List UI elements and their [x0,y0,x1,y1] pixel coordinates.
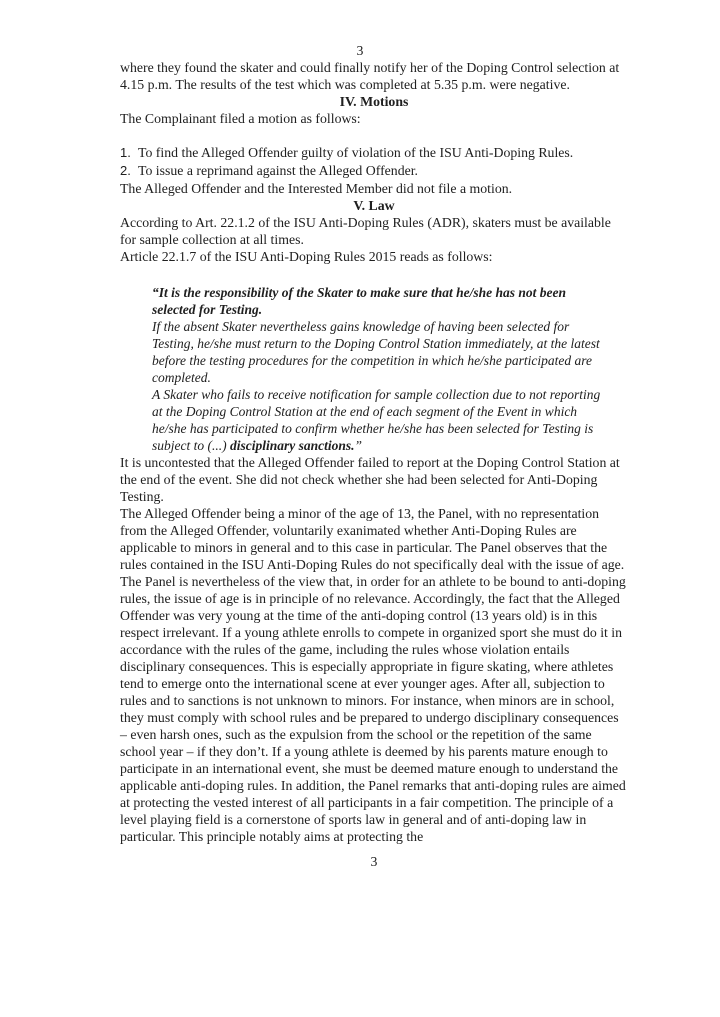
paragraph-adr-availability: According to Art. 22.1.2 of the ISU Anti-Doping Rules (ADR), skaters must be available for sample collection at all times. [120,215,611,247]
heading-motions: IV. Motions [339,94,409,109]
heading-law: V. Law [353,198,395,213]
page-number-top: 3 [356,43,364,58]
list-item-text: To find the Alleged Offender guilty of violation of the ISU Anti-Doping Rules. [138,145,574,160]
list-item [120,144,628,162]
paragraph-no-motion-filed: The Alleged Offender and the Interested Member did not file a motion. [120,181,513,196]
document-body [120,59,628,870]
blockquote-rule-text: “It is the responsibility of the Skater to make sure that he/she has not been selected for Testing. If the absent Skater nevertheless gains knowledge of having been selected for Testing, he/she must return to the Doping Control Station immediately, at the latest before the testing procedures for the competition in which he/she participated are completed. A Skater who fails to receive notification for sample collection due to not reporting at the Doping Control Station at the end of each segment of the Event in which he/she has participated to confirm whether he/she has been selected for Testing is subject to (...) disciplinary sanctions.” [152,285,601,453]
list-item-text: To issue a reprimand against the Alleged Offender. [138,163,418,178]
page-number-bottom: 3 [370,854,378,869]
list-item-number: 1. [120,145,131,160]
paragraph-test-result: where they found the skater and could finally notify her of the Doping Control selection at 4.15 p.m. The results of the test which was completed at 5.35 p.m. were negative. [120,60,620,92]
list-item-number: 2. [120,163,131,178]
list-item [120,162,628,180]
paragraph-minor-examination: The Alleged Offender being a minor of the age of 13, the Panel, with no representation from the Alleged Offender, voluntarily exanimated whether Anti-Doping Rules are applicable to minors in general and to this case in particular. The Panel observes that the rules contained in the ISU Anti-Doping Rules do not specifically deal with the issue of age. [120,506,625,572]
paragraph-panel-view: The Panel is nevertheless of the view that, in order for an athlete to be bound to anti-doping rules, the issue of age is in principle of no relevance. Accordingly, the fact that the Alleged Offender was very young at the time of the anti-doping control (13 years old) is in this respect irrelevant. If a young athlete enrolls to compete in organized sport she must do it in accordance with the rules of the game, including the rules whose violation entails disciplinary consequences. This is especially appropriate in figure skating, where athletes tend to emerge onto the international scene at ever younger ages. After all, subjection to rules and to sanctions is not unknown to minors. For instance, when minors are in school, they must comply with school rules and be prepared to undergo disciplinary consequences – even harsh ones, such as the expulsion from the school or the repetition of the same school year – if they don’t. If a young athlete is deemed by his parents mature enough to participate in an international event, she must be deemed mature enough to understand the applicable anti-doping rules. In addition, the Panel remarks that anti-doping rules are aimed at protecting the vested interest of all participants in a fair competition. The principle of a level playing field is a cornerstone of sports law in general and of anti-doping law in particular. This principle notably aims at protecting the [120,574,626,844]
motions-list [120,144,628,180]
paragraph-complainant-motion: The Complainant filed a motion as follows: [120,111,361,126]
paragraph-article-22-1-7: Article 22.1.7 of the ISU Anti-Doping Rules 2015 reads as follows: [120,249,493,264]
paragraph-uncontested-facts: It is uncontested that the Alleged Offender failed to report at the Doping Control Station at the end of the event. She did not check whether she had been selected for Anti-Doping Testing. [120,455,620,504]
